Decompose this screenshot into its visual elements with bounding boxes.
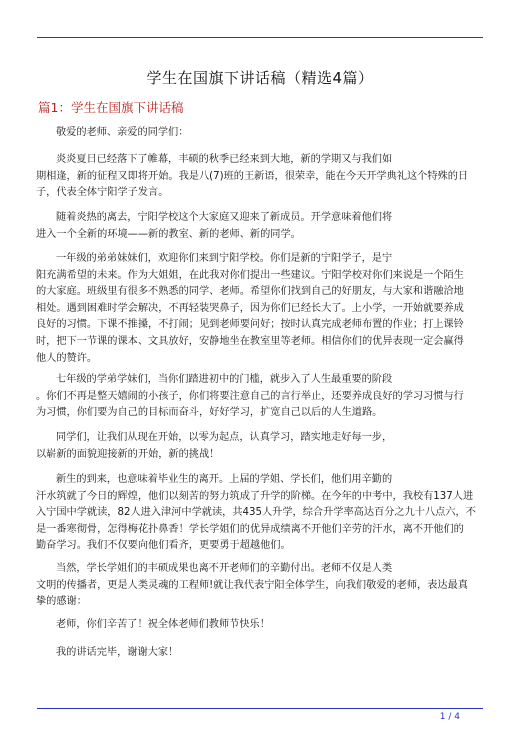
paragraph-line: 挚的感谢： (36, 596, 87, 608)
paragraph (36, 561, 480, 611)
paragraph-line: 一年级的弟弟妹妹们，欢迎你们来到宁阳学校。你们是新的宁阳学子，是宁 (56, 253, 393, 264)
header-rule (37, 37, 483, 38)
paragraph (56, 125, 480, 142)
paragraph-line: 期相逢，新的征程又即将开始。我是八(7)班的王新语，很荣幸，能在今天开学典礼这个特殊的日 (36, 170, 469, 182)
section-heading: 篇1：学生在国旗下讲话稿 (38, 100, 184, 115)
paragraph (36, 152, 480, 202)
paragraph-line: 汗水筑就了今日的辉煌，他们以刻苦的努力筑成了升学的阶梯。在今年的中考中，我校有137人进 (36, 490, 474, 502)
paragraph (56, 645, 480, 662)
paragraph-line: 随着炎热的离去，宁阳学校这个大家庭又迎来了新成员。开学意味着他们将 (56, 212, 393, 223)
paragraph-line: 同学们，让我们从现在开始，以零为起点，认真学习，踏实地走好每一步， (56, 432, 393, 443)
paragraph (36, 251, 480, 367)
paragraph-line: 老师，你们辛苦了！祝全体老师们教师节快乐！ (56, 619, 270, 630)
paragraph-line: 是一番寒彻骨，怎得梅花扑鼻香！学长学姐们的优异成绩离不开他们辛劳的汗水，离不开他们的 (36, 523, 464, 535)
paragraph-line: 七年级的学弟学妹们，当你们踏进初中的门槛，就步入了人生最重要的阶段 (56, 374, 393, 385)
paragraph-line: 敬爱的老师、亲爱的同学们： (56, 127, 189, 138)
paragraph-line: 子，代表全体宁阳学子发言。 (36, 187, 169, 199)
paragraph-line: 。你们不再是整天嬉闹的小孩子，你们将要注意自己的言行举止，还要养成良好的学习习惯与行 (36, 390, 464, 402)
paragraph-line: 为习惯，你们要为自己的目标而奋斗，好好学习，扩宽自己以后的人生道路。 (36, 407, 383, 419)
paragraph-line: 良好的习惯。下课不推搡，不打闹；见到老师要问好；按时认真完成老师布置的作业；打上课铃 (36, 319, 464, 331)
paragraph (36, 372, 480, 422)
paragraph-line: 入宁国中学就读，82人进入津河中学就读，共435人升学，综合升学率高达百分之九十八点六，不 (36, 507, 476, 519)
paragraph-line: 时，把下一节课的课本、文具放好，安静地坐在教室里等老师。相信你们的优异表现一定会赢得 (36, 335, 464, 347)
paragraph (36, 472, 480, 555)
paragraph-line: 勤奋学习。我们不仅要向他们看齐，更要勇于超越他们。 (36, 540, 291, 552)
paragraph-line: 炎炎夏日已经落下了帷幕，丰硕的秋季已经来到大地，新的学期又与我们如 (56, 154, 393, 165)
paragraph-line: 他人的赞许。 (36, 352, 98, 364)
paragraph (36, 210, 480, 243)
paragraph-line: 的大家庭。班级里有很多不熟悉的同学、老师。希望你们找到自己的好朋友，与大家和谐融洽地 (36, 286, 464, 298)
paragraph (56, 617, 480, 634)
paragraph-line: 文明的传播者，更是人类灵魂的工程师!就让我代表宁阳全体学生，向我们敬爱的老师，表达最真 (36, 579, 468, 591)
page-title: 学生在国旗下讲话稿（精选4篇） (146, 69, 374, 87)
paragraph-line: 以崭新的面貌迎接新的开始，新的挑战！ (36, 448, 220, 460)
paragraph-line: 新生的到来，也意味着毕业生的离开。上届的学姐、学长们，他们用辛勤的 (56, 474, 393, 485)
paragraph-line: 相处。遇到困难时学会解决，不再轻装哭鼻子，因为你们已经长大了。上小学，一开始就要养成 (36, 302, 464, 314)
paragraph-line: 阳充满希望的未来。作为大姐姐，在此我对你们提出一些建议。宁阳学校对你们来说是一个陌生 (36, 269, 464, 281)
paragraph-line: 进入一个全新的环境——新的教室、新的老师、新的同学。 (36, 228, 301, 240)
footer-rule (37, 708, 483, 709)
paragraph-line: 我的讲话完毕，谢谢大家！ (56, 647, 179, 658)
page-indicator: 1 / 4 (439, 712, 460, 722)
paragraph (36, 430, 480, 463)
paragraph-line: 当然，学长学姐们的丰硕成果也离不开老师们的辛勤付出。老师不仅是人类 (56, 563, 393, 574)
